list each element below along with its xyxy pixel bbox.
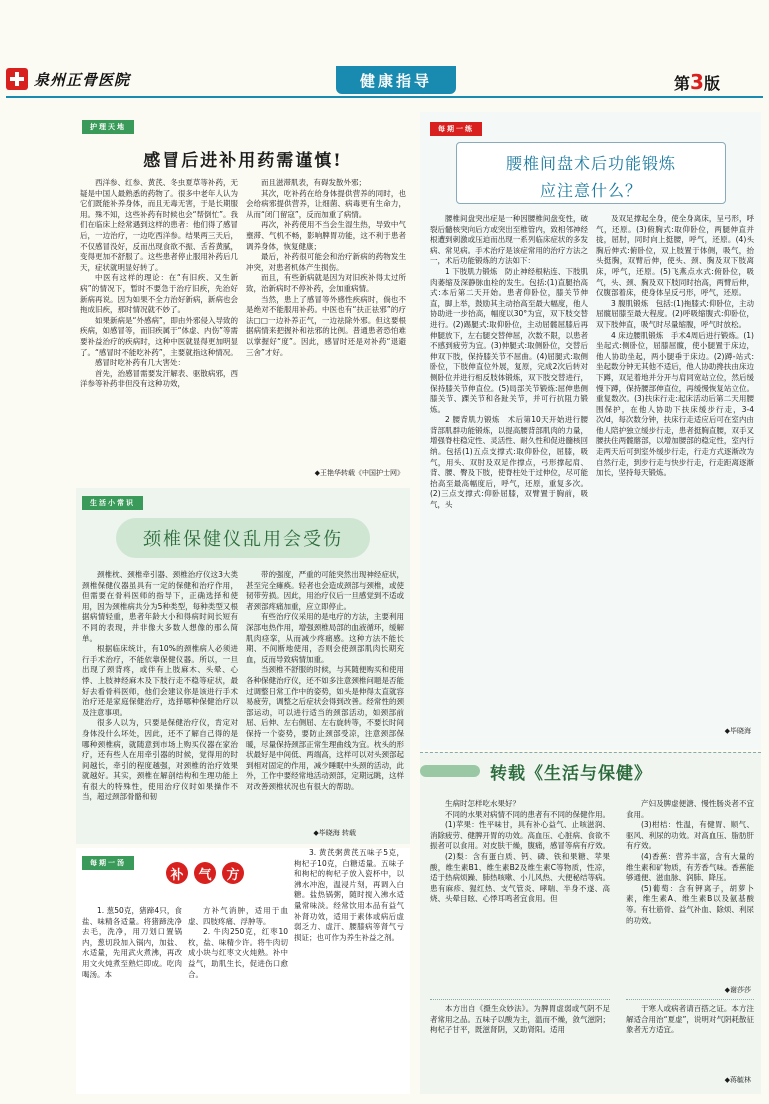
article-tag: 护理天地 bbox=[82, 120, 134, 134]
article-cervical-devices bbox=[76, 488, 410, 844]
title-char: 方 bbox=[222, 862, 244, 884]
recipe-continuation: 本方出自《摄生众妙法》。为脾胃虚弱或气阴不足者常用之品。五味子以酸为主，温而不燥，敛气滋阴；枸杞子甘平，既滋肾阴，又助肾阳。适用 bbox=[430, 999, 610, 1085]
article-title: 腰椎间盘术后功能锻炼 bbox=[505, 154, 676, 173]
article-title-box bbox=[456, 142, 726, 204]
article-lumbar-exercise bbox=[420, 112, 761, 750]
masthead-rule bbox=[6, 96, 763, 98]
section-title: 健康指导 bbox=[336, 66, 456, 94]
article-title: 感冒后进补用药需谨慎! bbox=[143, 151, 343, 171]
article-source: ◆毕晓海 bbox=[724, 727, 751, 735]
article-fruits bbox=[420, 752, 761, 1094]
article-col-1: 腰椎间盘突出症是一种因腰椎间盘变性，破裂后髓核突向后方或突出至椎管内，致相邻神经根遭到刺激或压迫而出现一系列临床症状的多发病、常见病。手术治疗是该症常用的治疗方法之一，术后功能锻炼的方法如下： 1 下肢肌力锻炼 防止神经根粘连、下肢肌肉萎缩及深静脉血栓的发生。包括:(1)直腿抬高式:本后第二天开始。患者仰卧位，膝关节伸直，脚上举，鼓励其主动抬高至最大幅度，他人协助进一步抬高，幅度以30°为宜，双下肢交替进行。(2)踢腿式:取仰卧位，主动屈髋屈膝后再伸腿放下，左右腿交替伸屈，次数不限，以患者不感到疲劳为宜。(3)伸腿式:取侧卧位，交替后伸双下肢，保持膝关节不屈曲。(4)屈腿式:取侧卧位，下肢伸直位外展，复原，完成2次后转对侧卧位并进行相反肢体锻炼，双下肢交替进行，保持膝关节伸直位。(5)局部关节锻炼:屈伸患侧膝关节、踝关节和各趾关节，并可行抗阻力锻炼。 2 腰背肌力锻炼 术后第10天开始进行腰背部肌群功能锻炼，以提高腰背部肌肉的力量，增强脊柱稳定性、灵活性、耐久性和促进髓核回纳。包括(1)五点支撑式:取仰卧位，屈膝，吸气，用头、双肘及双足作撑点，弓形撑起肩、背、腰、臀及下肢，使脊柱处于过伸位，尽可能抬高至最高幅度后，呼气，还原，重复多次。(2)三点支撑式:仰卧屈膝，双臂置于胸前，吸气，头 bbox=[430, 214, 588, 510]
article-tag: 每期一汤 bbox=[82, 856, 134, 870]
article-source-2: ◆蒋毓林 bbox=[724, 1076, 751, 1084]
article-source: ◆谢莎莎 bbox=[724, 986, 751, 994]
article-col-2: 而且滋滞肌表，有碍发散外邪； 其次，吃补药在给身体提供营养的同时，也会给病邪提供营养，让细菌、病毒更有生命力，从而“闭门留寇”，反而加重了病情。 再次，补药使用不当会生湿生热，导致中气壅滞、气机不畅，影响脾胃功能，这不利于患者调养身体，恢复健康； 最后，补药很可能会和治疗新病的药物发生冲突，对患者机体产生损伤。 而且，有些新病就是因为对旧疾补得太过所致，治新病时不停补药，会加重病情。 当然，患上了感冒等外感性疾病时，倘也不是绝对不能服用补药。中医也有“扶正祛邪”的疗法□□一边补养正气，一边祛除外邪。但这要根据病情来把握补和祛邪的比例。普通患者恐怕难以掌握好“度”。因此，感冒时还是对补药“退避三舍”才好。 bbox=[246, 178, 406, 357]
article-tonic-recipe bbox=[76, 848, 410, 1094]
article-col-2: 带的强度，严重的可能突然出现神经症状，甚至完全瘫痪。轻者也会造成颈部与颈椎，或使韧带劳损。因此，用治疗仪后一旦感觉到不适或者颈部疼痛加重，应立即停止。 有些治疗仪采用的是电疗的方法，主要利用深部电热作用，增强颈椎局部的血液循环，缓解肌肉痉挛，从而减少疼痛感。这种方法不能长期、不间断地使用，否则会使颈部肌肉长期充血，反而导致病情加重。 当颈椎不舒服的时候，与其随便购买和使用各种保健治疗仪，还不如多注意颈椎问题是否能过调整日常工作中的姿势，如头是伸得太直就容易疲劳，调整之后症状会得到改善。经常性的颈部运动，可以进行适当的颈部活动，如颈部前屈、后伸、左右侧屈、左右旋转等，不要长时间保持一个姿势，要防止颈部受凉，注意颈部保暖，尽量保持颈部正常生理曲线为宜。枕头的形状最好是中间低、两端高，这样可以对头颈部起到相对固定的作用，减少睡眠中头颈的活动，此外，工作中要经常地活动颈部，定期远眺，这样对改善颈椎状况也有很大的帮助。 bbox=[246, 570, 404, 791]
article-col-2: 及双足撑起全身，使全身离床，呈弓形，呼气，还原。(3)俯胸式:取仰卧位，两腿伸直并拢，屈肘，同时向上挺腰，呼气，还原。(4)头胸后伸式:俯卧位，双上肢置于体侧，吸气，抬头挺胸，双臂后伸，使头、颈、胸及双下肢离床，呼气，还原。(5)飞燕点水式:俯卧位，吸气，头、颈、胸及双下肢同时抬高，两臂后伸，仅腹部着床，使身体呈反弓形，呼气，还原。 3 腹肌锻炼 包括:(1)拖膝式:仰卧位，主动屈髋屈膝至最大程度。(2)呼吸缩腹式:仰卧位，双下肢伸直，吸气时尽量缩腹，呼气时放松。 4 床边腰肌锻炼 手术4周后进行锻炼。(1)坐起式:侧卧位，屈膝屈髋，使小腿置于床边，他人协助坐起，两小腿垂于床边。(2)蹲-站式:坐起数分钟无其他不适后，他人协助搀扶由床边下蹲，双足着地并分开与肩同宽站立位，然后缓慢下蹲，保持腰部伸直位，再缓慢恢复站立位。重复数次。(3)扶床行走:起床活动后第二天用腰围保护，在他人协助下扶床缓步行走，3-4次/d，每次数分钟，扶床行走适应后可在室内由他人陪护独立缓步行走，患者挺胸直腰，双手叉腰扶住两髋髂部，以增加腰部的稳定性，室内行走两天后可到室外缓步行走，行走方式逐渐改为自然行走，到步行走与快步行走，行走距离逐渐加长，坚持每天锻炼。 bbox=[596, 214, 754, 478]
edition-label: 第3版 bbox=[674, 70, 720, 94]
article-col-1: 颈椎枕、颈椎牵引器、颈椎治疗仪这3大类颈椎保健仪器虽具有一定的保健和治疗作用，但需要在骨科医师的指导下，正确选择和使用，因为颈椎病共分为5种类型，每种类型又根据病情轻重，患者年龄大小和得病时间长短有不同的表现，并非像大多数人想像的那么简单。 根据临床统计，有10%的颈椎病人必须进行手术治疗，不能依靠保健仪器。所以，一旦出现了颈背疼，或伴有上肢麻木、头晕、心悸、上肢神经麻木及下肢行走不稳等症状，最好去看骨科医师，他们会建议你是该进行手术治疗还是家庭保健治疗，选择哪种保健治疗以及注意事项。 很多人以为，只要是保健治疗仪，肯定对身体没什么坏处，因此，还不了解自己得的是哪种颈椎病，就随意到市场上购买仪器在家治疗，还有些人在用牵引器的时候，觉得用的时间越长，牵引的程度越强，对颈椎的治疗效果就越好。其实，颈椎在解剖结构和生理功能上有很大的特殊性，使用治疗仪时如果操作不当，超过颈部骨骼和韧 bbox=[82, 570, 238, 802]
title-char: 气 bbox=[194, 862, 216, 884]
article-col-1: 西洋参、红参、黄芪、冬虫夏草等补药，无疑是中国人最熟悉的药物了。很多中老年人认为它们既能补养身体，而且无毒无害，于是长期服用。殊不知，这些补药有时候也会“帮倒忙”。我们在临床上经常遇到这样的患者：他们得了感冒后，一边治疗，一边吃西洋参。结果两三天后，不仅感冒没好，反而出现食欲不振、舌苔黄腻，变得更加不舒服了。这些患者停止服用补药后几天，症状就明显好转了。 中医有这样的理论：在“有旧疾、又生新病”的情况下，暂时不要急于治疗旧疾，先治好新病再说。因为如果不全力治好新病，新病也会拖成旧疾，那时情况就不妙了。 如果新病是“外感病”，即由外邪侵入导致的疾病，如感冒等，而旧疾属于“体虚、内伤”等需要补益治疗的疾病时，这种中医就显得更加明显了。“感冒时不能吃补药”，主要就指这种情况。 感冒时吃补药有几大害处： 首先，治感冒需要发汗解表、驱散病邪，西洋参等补药非但没有这种功效， bbox=[80, 178, 238, 389]
article-source: ◆王艳华转载《中国护士网》 bbox=[314, 469, 404, 477]
article-col-2: 方补气消肿，适用于血虚、四肢疼痛、浮肿等。 2. 牛肉250克，红枣10枚，盐、味精少许。将牛肉切成小块与红枣文火炖熟。补中益气，助肌生长，促进伤口愈合。 bbox=[188, 906, 288, 979]
article-col-3: 3. 黄芪粥黄芪五味子5克，枸杞子10克，白糖适量。五味子和枸杞的枸杞子放入瓷杯中，以沸水冲泡，温浸片刻，再调入白糖。盐热锅粥，随时搅入沸水适量常味淡。经常饮用本品有益气补肾功效，适用于素体或病后虚弱乏力、虚汗、腰膝病等肾气亏损证；也可作为养生补益之剂。 bbox=[294, 848, 404, 942]
article-tag: 生活小常识 bbox=[82, 496, 143, 510]
article-tag: 每期一练 bbox=[430, 122, 482, 136]
decorative-leaf-icon bbox=[420, 765, 480, 777]
recipe-continuation-2: 于寒人或病者请百搭之证。本方注解适合用治“夏虚”，说明对气阴耗散征象者无方适宜。 bbox=[626, 999, 754, 1073]
article-col-1: 1. 葱50克，猪蹄4只，食盐、味精各适量。将猪蹄洗净去毛，洗净，用刀划口置锅内，葱切段加入锅内，加盐、水适量，先用武火煮沸，再改用文火炖煮至熟烂即成。吃肉喝汤。本 bbox=[82, 906, 182, 979]
article-title bbox=[166, 862, 244, 884]
article-subtitle: 应注意什么？ bbox=[539, 181, 642, 200]
article-title: 颈椎保健仪乱用会受伤 bbox=[116, 518, 370, 558]
article-cold-tonic bbox=[76, 112, 410, 486]
hospital-logo-icon bbox=[6, 68, 28, 90]
article-col-2: 产妇及脾虚便溏、慢性肠炎者不宜食用。 (3)柑桔：性温，有健胃、顺气、驱风、利尿的功效。对高血压、脂肪肝有疗效。 (4)香蕉：营养丰富，含有大量的维生素和矿物质，有芳香气味。香蕉能够通便、滋血脉、润肺、降压。 (5)葡萄：含有钾离子，胡萝卜素，维生素A、维生素B以及氨基酸等。有壮筋骨、益气补血、除烦、利尿的功效。 bbox=[626, 799, 754, 925]
title-char: 补 bbox=[166, 862, 188, 884]
hospital-name: 泉州正骨医院 bbox=[34, 71, 131, 89]
article-title: 转载《生活与保健》 bbox=[490, 764, 652, 784]
masthead bbox=[6, 66, 763, 106]
article-col-1: 生病时怎样吃水果好？ 不同的水果对病情不同的患者有不同的保健作用。 (1)苹果：性平味甘，具有补心益气、止咳滋润、消除疲劳、健脾开胃的功效。高血压、心脏病、食欲不振者可以食用。对皮肤干燥，腹痛，感冒等病有疗效。 (2)梨：含有蛋白质、钙、磷、铁和果糖、苹果酸，维生素B1、维生素B2及维生素C等物质，性凉，适于热病烦躁、肺热咳嗽、小儿风热、大便秘结等病。患有麻疹、猩红热、支气管炎、哮喘、半身不遂、高烧、头晕目眩、心悸耳鸣者宜食用。但 bbox=[430, 799, 610, 904]
article-source: ◆毕晓海 转载 bbox=[313, 829, 356, 837]
